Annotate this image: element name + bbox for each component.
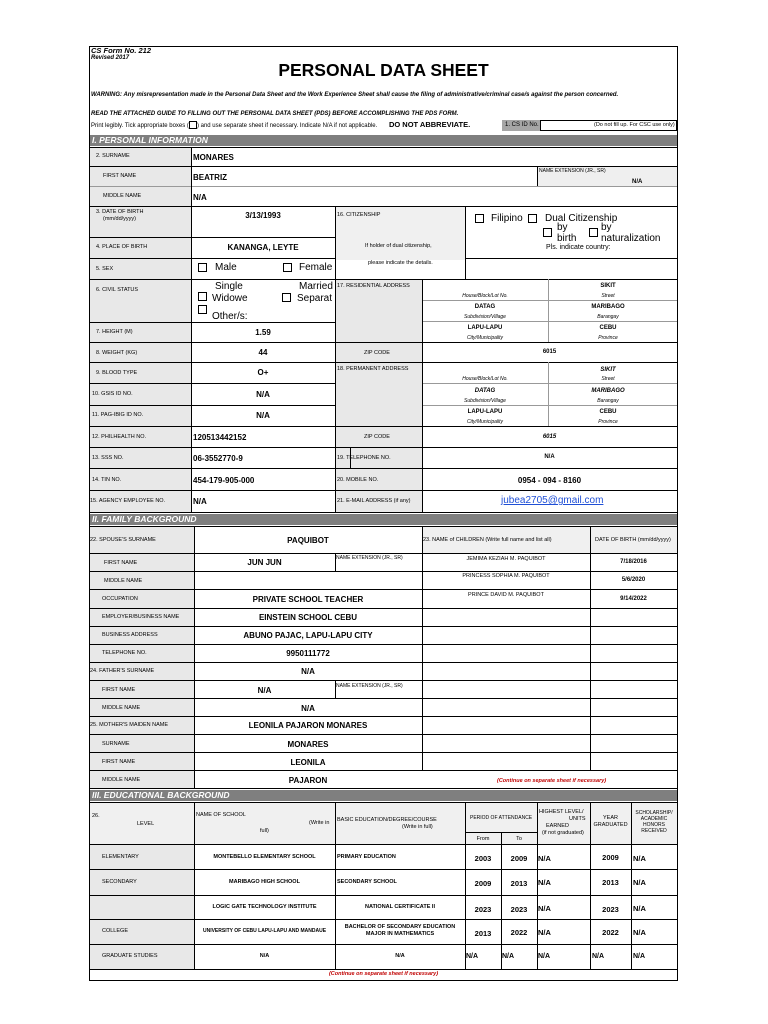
dob-value[interactable]: 3/13/1993 bbox=[245, 211, 281, 220]
school-header-b: (Write in bbox=[309, 820, 330, 826]
employer-label: EMPLOYER/BUSINESS NAME bbox=[102, 614, 180, 620]
child-dob[interactable]: 5/6/2020 bbox=[621, 577, 646, 583]
perm-subdivision-value[interactable]: DATAG bbox=[474, 388, 496, 394]
father-surname-value[interactable]: N/A bbox=[301, 667, 315, 676]
telephone-label: 19. TELEPHONE NO. bbox=[337, 455, 391, 461]
spouse-middle-name-label: MIDDLE NAME bbox=[104, 578, 143, 584]
units-header-a: HIGHEST LEVEL/ bbox=[539, 809, 584, 815]
print-instructions-b: ) and use separate sheet if necessary. Indicate N/A if not applicable. bbox=[196, 123, 378, 129]
education-number: 26. bbox=[92, 813, 100, 819]
guide-text: READ THE ATTACHED GUIDE TO FILLING OUT THE PERSONAL DATA SHEET (PDS) BEFORE ACCOMPLISHING THE PDS FORM. bbox=[91, 111, 459, 117]
spouse-first-name-label: FIRST NAME bbox=[104, 560, 138, 566]
height-value[interactable]: 1.59 bbox=[255, 328, 271, 337]
mother-surname-label: SURNAME bbox=[102, 741, 130, 747]
education-honors[interactable]: N/A bbox=[633, 878, 646, 887]
continue-note: (Continue on separate sheet if necessary) bbox=[328, 971, 439, 977]
education-level: SECONDARY bbox=[102, 879, 137, 885]
year-graduated-header-b: GRADUATED bbox=[593, 822, 628, 828]
section-family-background: II. FAMILY BACKGROUND bbox=[90, 514, 677, 525]
warning-text: WARNING: Any misrepresentation made in the Personal Data Sheet and the Work Experience Sheet shall cause the filing of administrative/criminal case/s against the person concerned. bbox=[91, 92, 619, 98]
education-units[interactable]: N/A bbox=[538, 854, 551, 863]
form-revised: Revised 2017 bbox=[91, 55, 130, 61]
sex-label: 5. SEX bbox=[96, 266, 114, 272]
education-to[interactable]: 2023 bbox=[510, 905, 528, 914]
subdivision-caption: Subdivision/Village bbox=[464, 314, 506, 320]
mobile-label: 20. MOBILE NO. bbox=[337, 477, 379, 483]
continue-note: (Continue on separate sheet if necessary) bbox=[497, 778, 607, 784]
mother-maiden-value[interactable]: LEONILA PAJARON MONARES bbox=[248, 721, 368, 730]
child-name[interactable]: PRINCESS SOPHIA M. PAQUIBOT bbox=[462, 573, 550, 579]
gsis-value[interactable]: N/A bbox=[256, 390, 270, 399]
subdivision-caption: Subdivision/Village bbox=[464, 398, 506, 404]
spouse-surname-label: 22. SPOUSE'S SURNAME bbox=[90, 537, 156, 543]
education-school[interactable]: MONTEBELLO ELEMENTARY SCHOOL bbox=[213, 854, 316, 860]
spouse-ext-label: NAME EXTENSION (JR., SR) bbox=[336, 555, 403, 561]
section-educational-background: III. EDUCATIONAL BACKGROUND bbox=[90, 790, 677, 801]
education-year[interactable]: 2009 bbox=[602, 853, 619, 862]
period-header: PERIOD OF ATTENDANCE bbox=[470, 815, 533, 821]
education-honors[interactable]: N/A bbox=[633, 854, 646, 863]
education-level: GRADUATE STUDIES bbox=[102, 953, 158, 959]
course-header-b: (Write in full) bbox=[402, 824, 433, 830]
single-label: Single bbox=[215, 281, 243, 292]
perm-zip-value[interactable]: 6015 bbox=[542, 434, 557, 440]
csid-note: (Do not fill up. For CSC use only) bbox=[594, 122, 675, 128]
education-units[interactable]: N/A bbox=[538, 928, 551, 937]
telephone-value[interactable]: 9950111772 bbox=[286, 649, 330, 658]
education-course[interactable]: NATIONAL CERTIFICATE II bbox=[365, 904, 435, 910]
children-dob-header: DATE OF BIRTH (mm/dd/yyyy) bbox=[595, 537, 671, 543]
philhealth-label: 12. PHILHEALTH NO. bbox=[92, 434, 146, 440]
page-title: PERSONAL DATA SHEET bbox=[278, 60, 489, 80]
sss-label: 13. SSS NO. bbox=[92, 455, 124, 461]
barangay-caption: Barangay bbox=[597, 398, 619, 404]
children-header: 23. NAME of CHILDREN (Write full name and list all) bbox=[423, 537, 552, 543]
honors-header-c: HONORS bbox=[643, 822, 665, 828]
res-street-value[interactable]: SIKIT bbox=[600, 283, 616, 289]
surname-value[interactable]: MONARES bbox=[193, 153, 234, 162]
country-instruction: Pls. indicate country: bbox=[546, 244, 611, 251]
mother-surname-value[interactable]: MONARES bbox=[287, 740, 329, 749]
res-zip-value[interactable]: 6015 bbox=[542, 349, 557, 355]
height-label: 7. HEIGHT (M) bbox=[96, 329, 133, 335]
pagibig-value[interactable]: N/A bbox=[256, 411, 270, 420]
res-subdivision-value[interactable]: DATAG bbox=[474, 304, 496, 310]
female-label: Female bbox=[299, 262, 333, 273]
widowed-label: Widowe bbox=[212, 293, 248, 304]
education-school[interactable]: MARIBAGO HIGH SCHOOL bbox=[229, 879, 300, 885]
dual-note-a: If holder of dual citizenship, bbox=[365, 243, 432, 249]
perm-barangay-value[interactable]: MARIBAGO bbox=[591, 388, 625, 394]
agency-employee-label: 15. AGENCY EMPLOYEE NO. bbox=[90, 498, 166, 504]
perm-city-value[interactable]: LAPU-LAPU bbox=[467, 409, 503, 415]
education-from[interactable]: 2013 bbox=[474, 929, 492, 938]
blood-type-value[interactable]: O+ bbox=[257, 368, 269, 377]
dual-citizenship-label: Dual Citizenship bbox=[545, 213, 618, 224]
telephone-label: TELEPHONE NO. bbox=[102, 650, 147, 656]
csid-label: 1. CS ID No. bbox=[505, 122, 539, 128]
mobile-value[interactable]: 0954 - 094 - 8160 bbox=[517, 476, 582, 485]
education-year[interactable]: 2022 bbox=[602, 928, 619, 937]
education-from[interactable]: 2003 bbox=[474, 854, 492, 863]
honors-header-d: RECEIVED bbox=[641, 828, 667, 834]
res-city-value[interactable]: LAPU-LAPU bbox=[467, 325, 503, 331]
education-to[interactable]: 2009 bbox=[510, 854, 528, 863]
course-header: BASIC EDUCATION/DEGREE/COURSE bbox=[337, 817, 437, 823]
dob-label: 3. DATE OF BIRTH bbox=[96, 209, 144, 215]
child-dob[interactable]: 9/14/2022 bbox=[620, 596, 647, 602]
education-from[interactable]: N/A bbox=[466, 953, 479, 960]
filipino-label: Filipino bbox=[491, 213, 523, 224]
units-header-c: EARNED bbox=[546, 823, 569, 829]
education-units[interactable]: N/A bbox=[538, 904, 551, 913]
mother-first-name-label: FIRST NAME bbox=[102, 759, 136, 765]
education-level: ELEMENTARY bbox=[102, 854, 139, 860]
father-ext-label: NAME EXTENSION (JR., SR) bbox=[336, 683, 403, 689]
education-year[interactable]: 2023 bbox=[602, 905, 619, 914]
middle-name-value[interactable]: N/A bbox=[193, 193, 207, 202]
gsis-label: 10. GSIS ID NO. bbox=[92, 391, 133, 397]
place-of-birth-value[interactable]: KANANGA, LEYTE bbox=[227, 243, 299, 252]
tin-value[interactable]: 454-179-905-000 bbox=[193, 476, 255, 485]
dob-format-label: (mm/dd/yyyy) bbox=[103, 216, 136, 222]
occupation-label: OCCUPATION bbox=[102, 596, 138, 602]
by-naturalization-label-a: by bbox=[601, 222, 612, 233]
form-number: CS Form No. 212 bbox=[91, 46, 152, 55]
education-to[interactable]: 2022 bbox=[510, 928, 528, 937]
business-address-value[interactable]: ABUNO PAJAC, LAPU-LAPU CITY bbox=[243, 631, 373, 640]
father-middle-name-value[interactable]: N/A bbox=[301, 704, 315, 713]
education-honors[interactable]: N/A bbox=[633, 953, 646, 960]
occupation-value[interactable]: PRIVATE SCHOOL TEACHER bbox=[252, 595, 364, 604]
email-value[interactable]: jubea2705@gmail.com bbox=[501, 495, 604, 506]
place-of-birth-label: 4. PLACE OF BIRTH bbox=[96, 244, 148, 250]
by-birth-label-a: by bbox=[557, 222, 568, 233]
street-caption: Street bbox=[601, 376, 615, 382]
city-caption: City/Municipality bbox=[466, 335, 504, 341]
education-school[interactable]: LOGIC GATE TECHNOLOGY INSTITUTE bbox=[212, 904, 317, 910]
father-first-name-value[interactable]: N/A bbox=[257, 686, 272, 695]
civil-status-label: 6. CIVIL STATUS bbox=[96, 287, 139, 293]
house-caption: House/Block/Lot No. bbox=[462, 293, 508, 299]
surname-label: 2. SURNAME bbox=[96, 153, 130, 159]
zip-code-label: ZIP CODE bbox=[364, 434, 390, 440]
education-school[interactable]: N/A bbox=[259, 953, 270, 959]
education-course-b[interactable]: MAJOR IN MATHEMATICS bbox=[365, 931, 435, 937]
child-name[interactable]: JEMIMA KEZIAH M. PAQUIBOT bbox=[466, 556, 546, 562]
pagibig-label: 11. PAG-IBIG ID NO. bbox=[92, 412, 144, 418]
child-name[interactable]: PRINCE DAVID M. PAQUIBOT bbox=[468, 592, 544, 598]
education-from[interactable]: 2023 bbox=[474, 905, 492, 914]
no-abbreviate-text: DO NOT ABBREVIATE. bbox=[388, 120, 471, 129]
education-honors[interactable]: N/A bbox=[633, 904, 646, 913]
email-label: 21. E-MAIL ADDRESS (if any) bbox=[337, 498, 411, 504]
spouse-first-name-value[interactable]: JUN JUN bbox=[247, 558, 282, 567]
education-year[interactable]: N/A bbox=[592, 953, 605, 960]
year-graduated-header-a: YEAR bbox=[603, 815, 618, 821]
residential-address-label: 17. RESIDENTIAL ADDRESS bbox=[337, 283, 410, 289]
first-name-label: FIRST NAME bbox=[103, 173, 137, 179]
honors-header-b: ACADEMIC bbox=[640, 816, 668, 822]
from-header: From bbox=[476, 836, 490, 842]
middle-name-label: MIDDLE NAME bbox=[103, 193, 142, 199]
father-surname-label: 24. FATHER'S SURNAME bbox=[90, 668, 155, 674]
mother-first-name-value[interactable]: LEONILA bbox=[290, 758, 326, 767]
province-caption: Province bbox=[598, 419, 618, 425]
level-header: LEVEL bbox=[137, 821, 155, 827]
business-address-label: BUSINESS ADDRESS bbox=[102, 632, 158, 638]
philhealth-value[interactable]: 120513442152 bbox=[193, 433, 247, 442]
house-caption: House/Block/Lot No. bbox=[462, 376, 508, 382]
res-barangay-value[interactable]: MARIBAGO bbox=[591, 304, 625, 310]
education-course[interactable]: SECONDARY SCHOOL bbox=[337, 879, 397, 885]
education-units[interactable]: N/A bbox=[538, 953, 551, 960]
weight-label: 8. WEIGHT (KG) bbox=[96, 350, 138, 356]
citizenship-label: 16. CITIZENSHIP bbox=[337, 212, 381, 218]
sss-value[interactable]: 06-3552770-9 bbox=[193, 454, 243, 463]
first-name-value[interactable]: BEATRIZ bbox=[193, 173, 228, 182]
father-middle-name-label: MIDDLE NAME bbox=[102, 705, 141, 711]
dual-note-b: please indicate the details. bbox=[368, 260, 433, 266]
education-to[interactable]: N/A bbox=[502, 953, 515, 960]
units-header-b: UNITS bbox=[569, 816, 586, 822]
child-dob[interactable]: 7/18/2016 bbox=[620, 559, 647, 565]
others-label: Other/s: bbox=[212, 311, 248, 321]
name-extension-value[interactable]: N/A bbox=[632, 179, 643, 185]
barangay-caption: Barangay bbox=[597, 314, 619, 320]
telephone-value[interactable]: N/A bbox=[544, 454, 555, 460]
to-header: To bbox=[516, 836, 522, 842]
education-to[interactable]: 2013 bbox=[510, 879, 528, 888]
name-extension-label: NAME EXTENSION (JR., SR) bbox=[539, 168, 606, 174]
agency-employee-value[interactable]: N/A bbox=[193, 497, 207, 506]
married-label: Married bbox=[299, 281, 333, 292]
education-honors[interactable]: N/A bbox=[633, 928, 646, 937]
permanent-address-label: 18. PERMANENT ADDRESS bbox=[337, 366, 409, 372]
education-units[interactable]: N/A bbox=[538, 878, 551, 887]
father-first-name-label: FIRST NAME bbox=[102, 687, 136, 693]
education-year[interactable]: 2013 bbox=[602, 878, 619, 887]
education-from[interactable]: 2009 bbox=[474, 879, 492, 888]
tin-label: 14. TIN NO. bbox=[92, 477, 122, 483]
res-province-value[interactable]: CEBU bbox=[599, 325, 617, 331]
education-course[interactable]: N/A bbox=[395, 953, 405, 959]
blood-type-label: 9. BLOOD TYPE bbox=[96, 370, 138, 376]
mother-middle-name-value[interactable]: PAJARON bbox=[288, 776, 328, 785]
school-header-c: full) bbox=[260, 828, 269, 834]
perm-province-value[interactable]: CEBU bbox=[599, 409, 617, 415]
honors-header-a: SCHOLARSHIP/ bbox=[635, 810, 673, 816]
units-header-d: (if not graduated) bbox=[542, 830, 584, 836]
mother-middle-name-label: MIDDLE NAME bbox=[102, 777, 141, 783]
by-naturalization-label-b: naturalization bbox=[601, 233, 661, 244]
spouse-surname-value[interactable]: PAQUIBOT bbox=[287, 536, 329, 545]
city-caption: City/Municipality bbox=[466, 419, 504, 425]
education-course[interactable]: PRIMARY EDUCATION bbox=[337, 854, 396, 860]
school-header: NAME OF SCHOOL bbox=[196, 812, 246, 818]
education-school[interactable]: UNIVERSITY OF CEBU LAPU-LAPU AND MANDAUE bbox=[202, 928, 327, 934]
by-birth-label-b: birth bbox=[557, 233, 577, 244]
male-label: Male bbox=[215, 262, 237, 273]
section-personal-information: I. PERSONAL INFORMATION bbox=[90, 135, 677, 146]
education-level: COLLEGE bbox=[102, 928, 128, 934]
print-instructions-a: Print legibly. Tick appropriate boxes ( bbox=[91, 123, 189, 129]
mother-maiden-label: 25. MOTHER'S MAIDEN NAME bbox=[90, 722, 169, 728]
employer-value[interactable]: EINSTEIN SCHOOL CEBU bbox=[258, 613, 358, 622]
weight-value[interactable]: 44 bbox=[258, 348, 268, 357]
province-caption: Province bbox=[598, 335, 618, 341]
perm-street-value[interactable]: SIKIT bbox=[600, 367, 616, 373]
education-course-a[interactable]: BACHELOR OF SECONDARY EDUCATION bbox=[344, 924, 456, 930]
separated-label: Separat bbox=[297, 293, 333, 304]
form-border bbox=[89, 46, 678, 981]
street-caption: Street bbox=[601, 293, 615, 299]
zip-code-label: ZIP CODE bbox=[364, 350, 390, 356]
